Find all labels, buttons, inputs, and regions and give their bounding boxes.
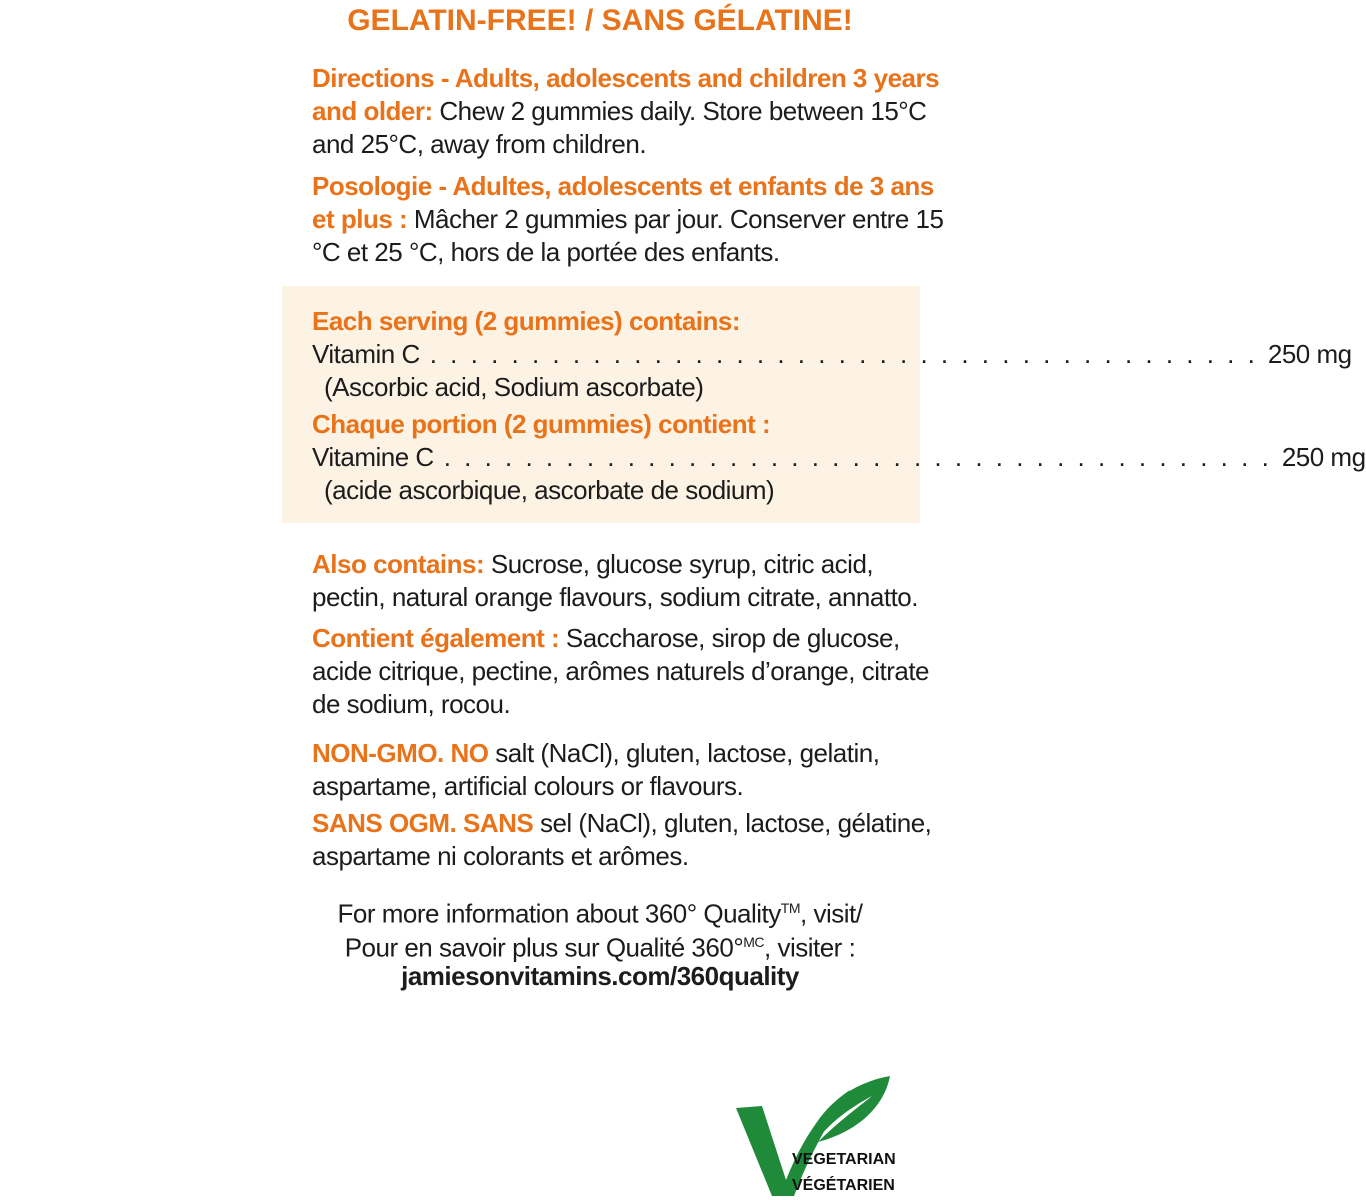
footer-line-fr-text: Pour en savoir plus sur Qualité 360° [344,932,744,963]
directions-en-text: Chew 2 gummies daily. Store between 15°C and 25°C, away from children. [312,96,927,159]
non-gmo-fr-label: SANS OGM. SANS [312,808,534,838]
website-link[interactable]: jamiesonvitamins.com/360quality [401,961,799,991]
serving-fr-ingredient: Vitamine C [312,442,434,472]
directions-fr-label: Posologie - Adultes, adolescents et enfants de 3 ans et plus : [312,171,934,234]
footer-line-fr-end: , visiter : [764,932,856,963]
also-contains-fr [312,622,952,721]
serving-en-row [312,338,1352,371]
also-contains-en-label: Also contains: [312,549,485,579]
serving-en-source: (Ascorbic acid, Sodium ascorbate) [324,372,704,402]
directions-fr-text: Mâcher 2 gummies par jour. Conserver entre 15 °C et 25 °C, hors de la portée des enfants. [312,204,944,267]
non-gmo-fr-text: sel (NaCl), gluten, lactose, gélatine, aspartame ni colorants et arômes. [312,808,932,871]
serving-en-amount: 250 mg [1267,339,1352,369]
serving-en-leader: . . . . . . . . . . . . . . . . . . . . . . . . . . . . . . . . . . . . . . . . . [429,339,1258,369]
serving-fr-source: (acide ascorbique, ascorbate de sodium) [324,475,775,505]
also-contains-fr-label: Contient également : [312,623,560,653]
serving-fr-row [312,441,1366,474]
vegetarian-label-en: VEGETARIAN [792,1151,896,1168]
directions-en [312,62,952,161]
non-gmo-en-text: salt (NaCl), gluten, lactose, gelatin, aspartame, artificial colours or flavours. [312,738,880,801]
serving-fr-heading-text: Chaque portion (2 gummies) contient : [312,409,771,439]
serving-en-heading-text: Each serving (2 gummies) contains: [312,306,741,336]
non-gmo-en [312,737,952,803]
also-contains-en-text: Sucrose, glucose syrup, citric acid, pectin, natural orange flavours, sodium citrate, annatto. [312,549,918,612]
serving-fr-amount: 250 mg [1281,442,1366,472]
mc-mark: MC [743,934,764,950]
footer-line-en-end: , visit/ [800,898,863,929]
serving-en-heading [312,305,952,338]
serving-en-ingredient: Vitamin C [312,339,420,369]
non-gmo-fr [312,807,952,873]
also-contains-en [312,548,952,614]
page-title: GELATIN-FREE! / SANS GÉLATINE! [347,4,853,37]
also-contains-fr-text: Saccharose, sirop de glucose, acide citrique, pectine, arômes naturels d’orange, citrate de sodium, rocou. [312,623,930,719]
directions-en-label: Directions - Adults, adolescents and children 3 years and older: [312,63,940,126]
trademark-mark: TM [780,900,800,916]
serving-fr-heading [312,408,952,441]
directions-fr [312,170,952,269]
serving-fr-leader: . . . . . . . . . . . . . . . . . . . . . . . . . . . . . . . . . . . . . . . . . [443,442,1272,472]
footer-line-en-text: For more information about 360° Quality [337,898,781,929]
non-gmo-en-label: NON-GMO. NO [312,738,489,768]
vegetarian-label-fr: VÉGÉTARIEN [792,1177,895,1194]
